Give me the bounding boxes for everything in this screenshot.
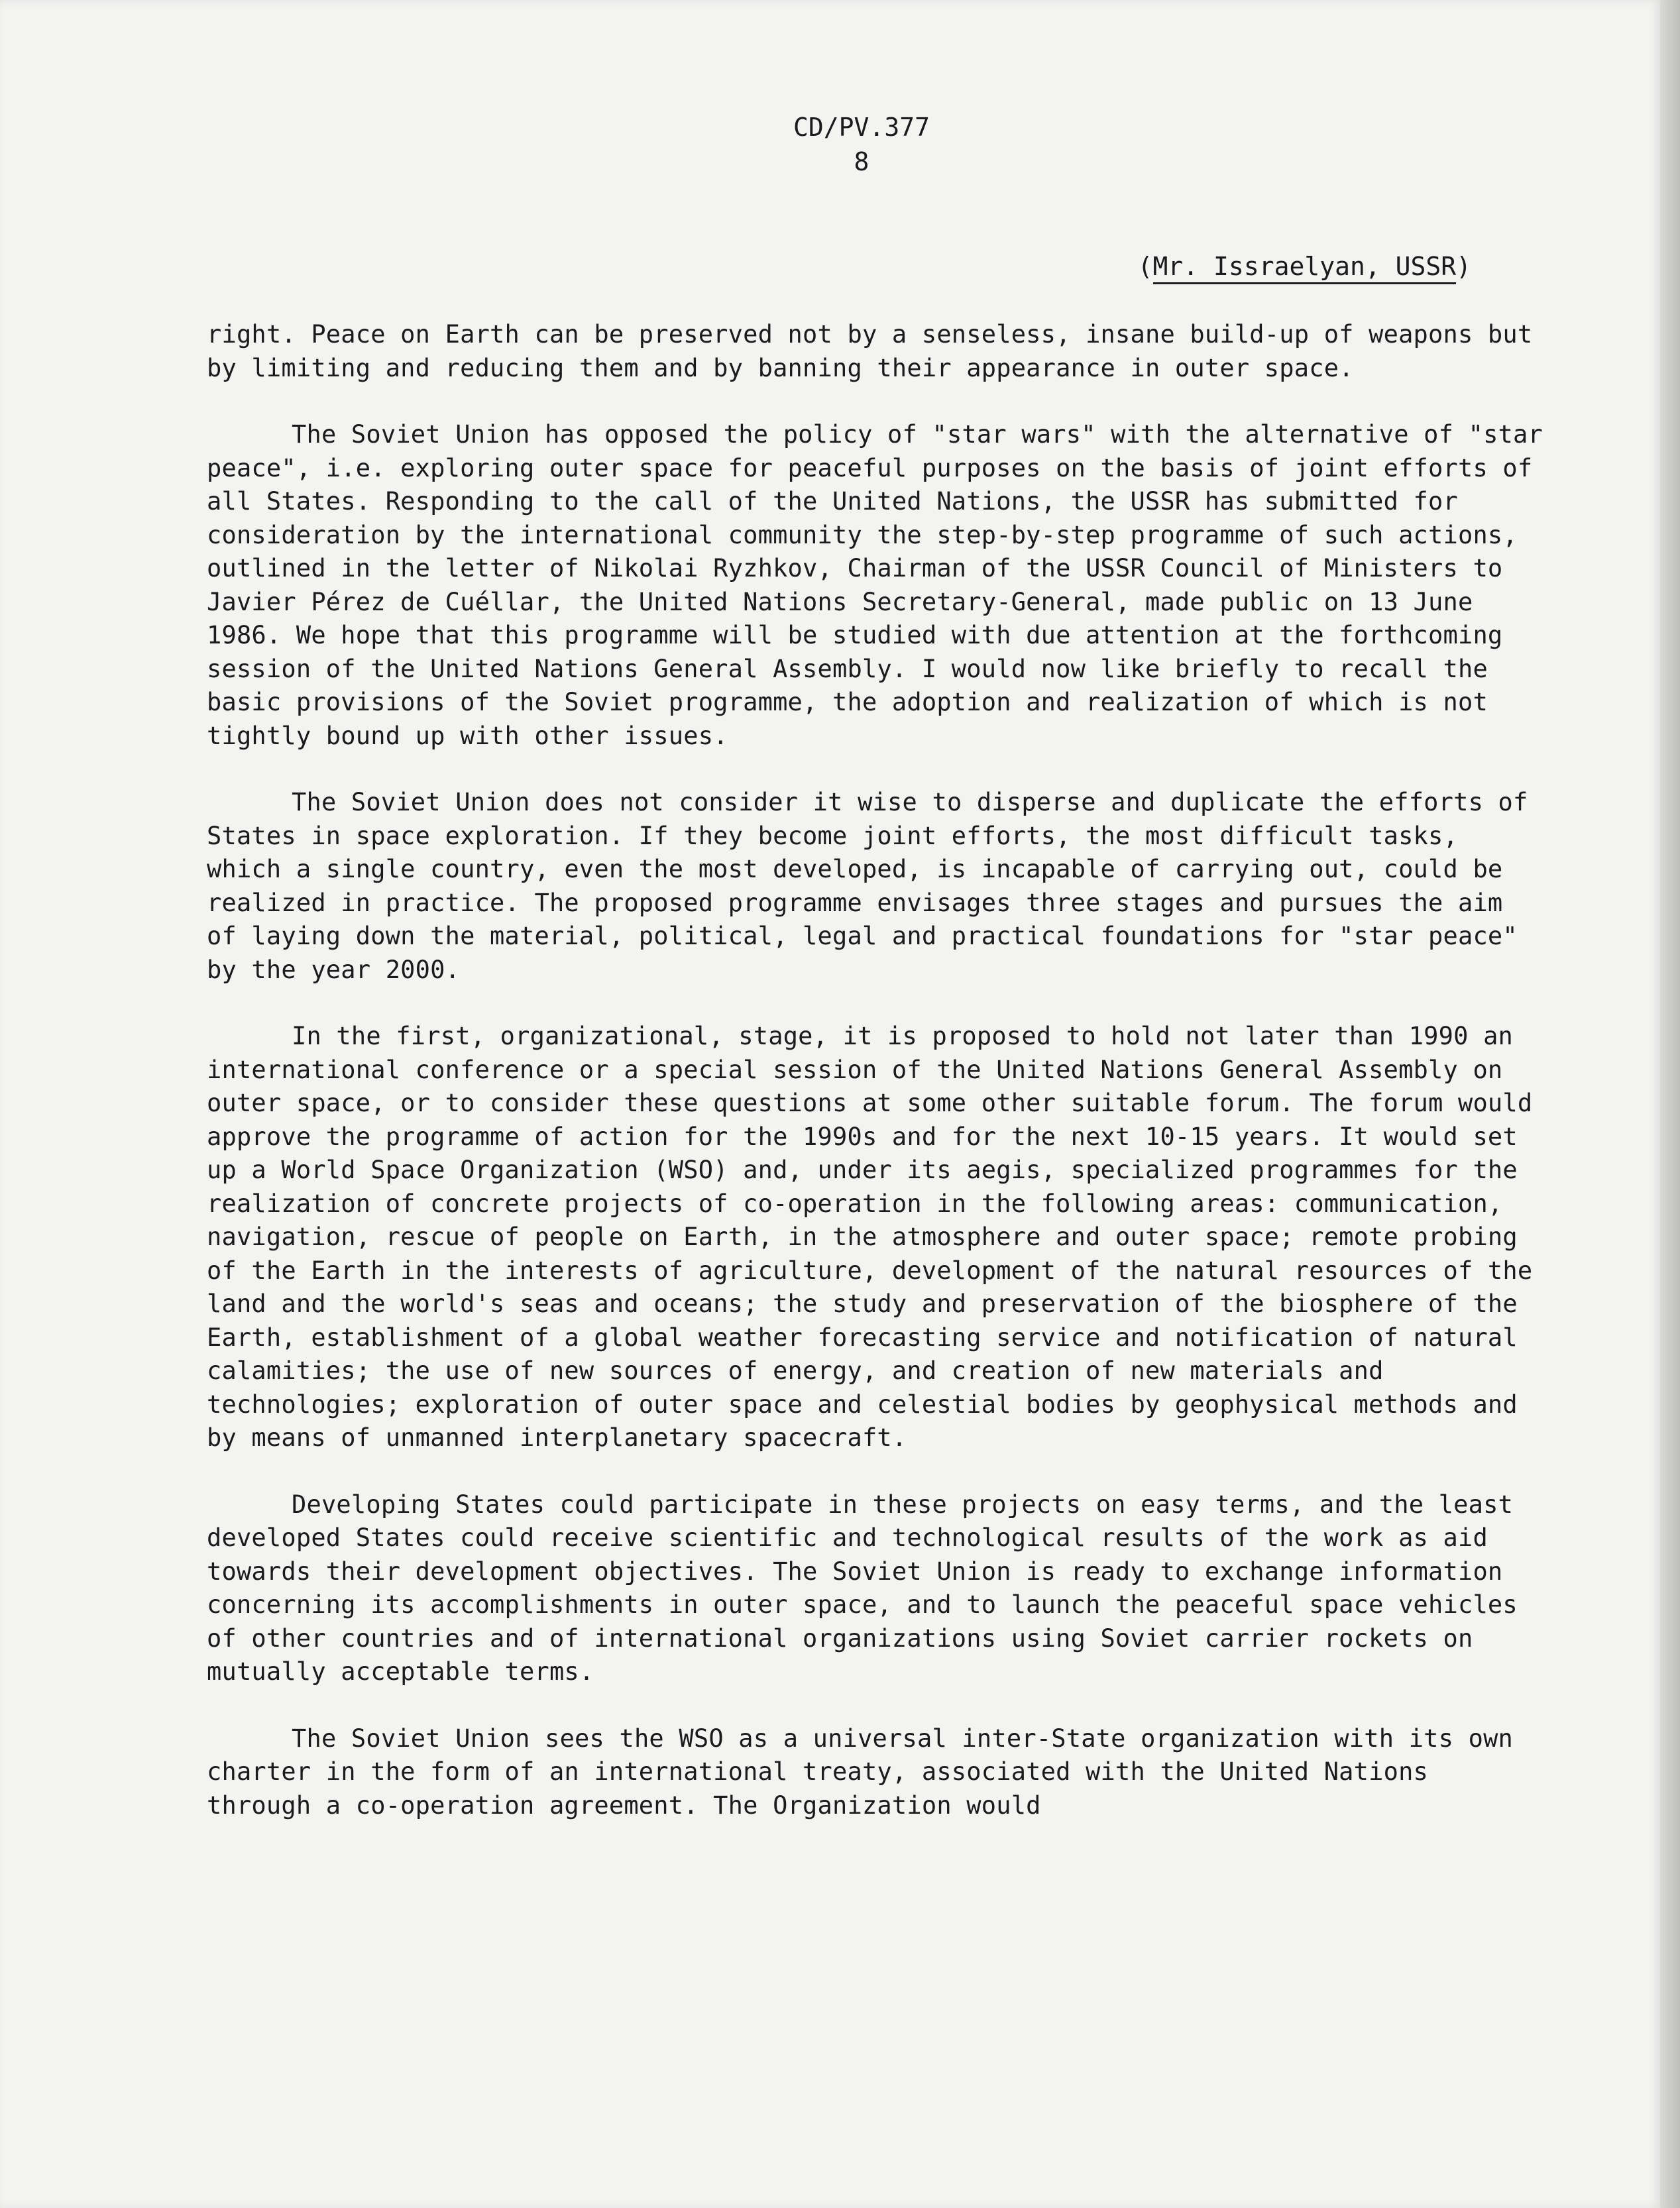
speaker-label: (Mr. Issraelyan, USSR) — [1138, 252, 1471, 281]
text-column — [207, 318, 1545, 1855]
paragraph-6: The Soviet Union sees the WSO as a universal inter-State organization with its own charter in the form of an international treaty, associated with the United Nations through a co-operation agreement. The Organization would — [207, 1724, 1514, 1820]
document-code: CD/PV.377 — [793, 113, 930, 142]
page-number: 8 — [854, 147, 869, 176]
page-edge-shadow — [1660, 0, 1680, 2208]
paragraph-3: The Soviet Union does not consider it wise to disperse and duplicate the efforts of States in space exploration. If they become joint efforts, the most difficult tasks, which a single country, even the most developed, is incapable of carrying out, could be realized in practice. The proposed programme envisages three stages and pursues the aim of laying down the material, political, legal and practical foundations for "star peace" by the year 2000. — [207, 788, 1528, 984]
paragraph-2: The Soviet Union has opposed the policy of "star wars" with the alternative of "star peace", i.e. exploring outer space for peaceful purposes on the basis of joint efforts of all States. Responding to the call of the United Nations, the USSR has submitted for consideration by the international community the step-by-step programme of such actions, outlined in the letter of Nikolai Ryzhkov, Chairman of the USSR Council of Ministers to Javier Pérez de Cuéllar, the United Nations Secretary-General, made public on 13 June 1986. We hope that this programme will be studied with due attention at the forthcoming session of the United Nations General Assembly. I would now like briefly to recall the basic provisions of the Soviet programme, the adoption and realization of which is not tightly bound up with other issues. — [207, 420, 1543, 750]
paragraph-1: right. Peace on Earth can be preserved not by a senseless, insane build-up of weapons but by limiting and reducing them and by banning their appearance in outer space. — [207, 320, 1533, 382]
speaker-name: Mr. Issraelyan, USSR — [1153, 252, 1457, 284]
paragraph-5: Developing States could participate in these projects on easy terms, and the least developed States could receive scientific and technological results of the work as aid towards their development objectives. The Soviet Union is ready to exchange information concerning its accomplishments in outer space, and to launch the peaceful space vehicles of other countries and of international organizations using Soviet carrier rockets on mutually acceptable terms. — [207, 1490, 1518, 1686]
paragraph-4: In the first, organizational, stage, it is proposed to hold not later than 1990 an international conference or a special session of the United Nations General Assembly on outer space, or to consider these questions at some other suitable forum. The forum would approve the programme of action for the 1990s and for the next 10-15 years. It would set up a World Space Organization (WSO) and, under its aegis, specialized programmes for the realization of concrete projects of co-operation in the following areas: communication, navigation, rescue of people on Earth, in the atmosphere and outer space; remote probing of the Earth in the interests of agriculture, development of the natural resources of the land and the world's seas and oceans; the study and preservation of the biosphere of the Earth, establishment of a global weather forecasting service and notification of natural calamities; the use of new sources of energy, and creation of new materials and technologies; exploration of outer space and celestial bodies by geophysical methods and by means of unmanned interplanetary spacecraft. — [207, 1022, 1533, 1452]
